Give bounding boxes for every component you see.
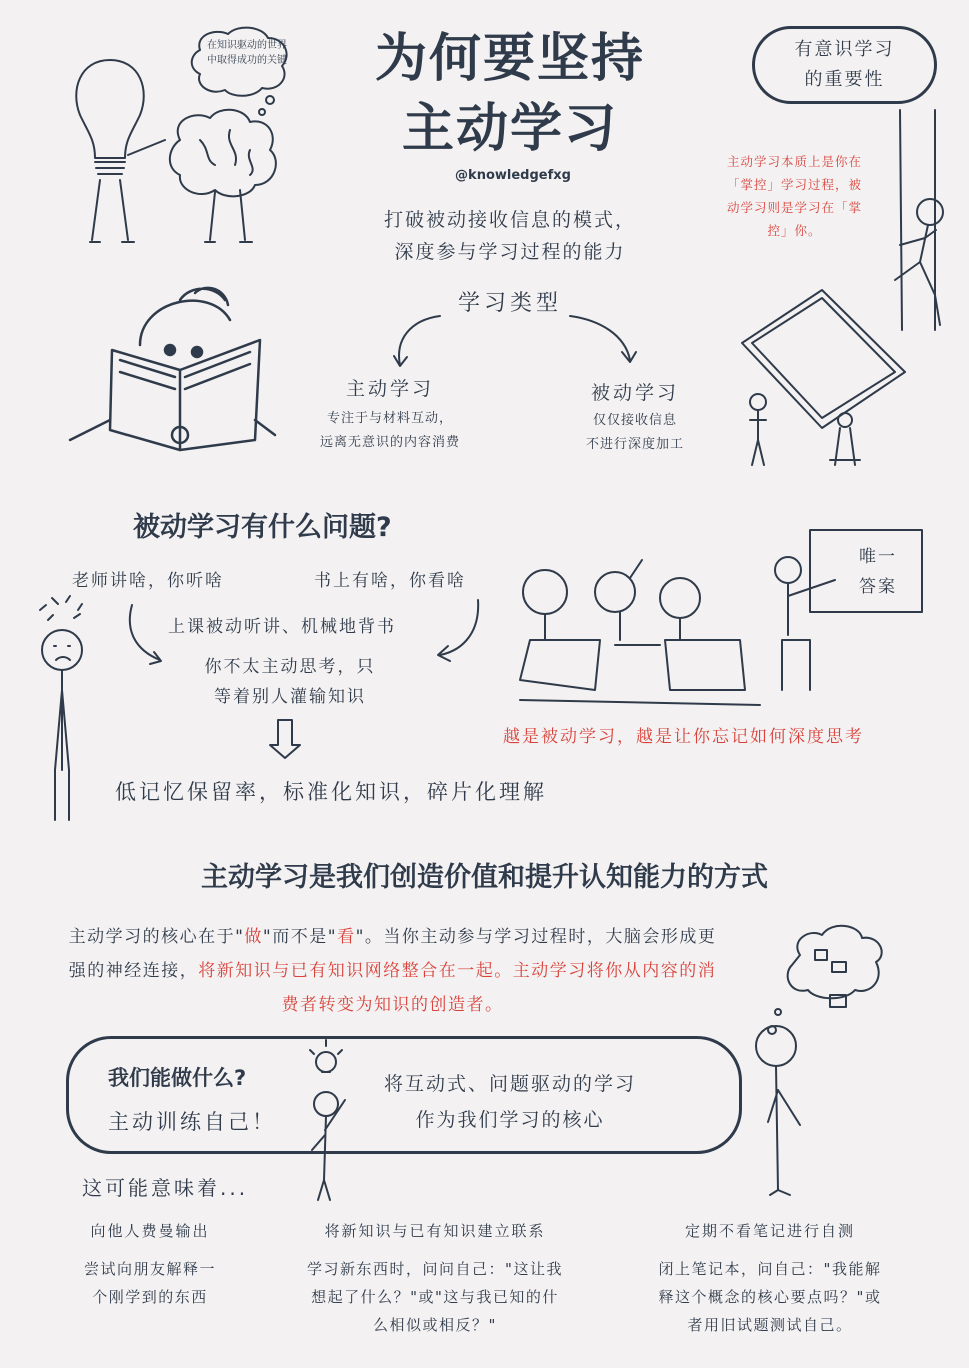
board-text-line2: 答案 xyxy=(859,577,897,597)
value-text-red: 将新知识与已有知识网络整合在一起。主动学习将你从内容的消费者转变为知识的创造者。 xyxy=(198,961,717,1015)
passive-habits: 上课被动听讲、机械地背书 xyxy=(168,617,396,637)
passive-result xyxy=(180,652,400,712)
active-type-desc2: 远离无意识的内容消费 xyxy=(319,435,460,450)
falling-board-icon xyxy=(742,290,905,465)
author-handle: @knowledgefxg xyxy=(455,168,571,183)
action-core-line2: 作为我们学习的核心 xyxy=(415,1109,605,1131)
passive-type-label: 被动学习 xyxy=(590,382,679,404)
thinking-person-icon xyxy=(756,926,882,1195)
tip-connect-body3: 么相似或相反？" xyxy=(373,1316,497,1334)
tip-selftest-title: 定期不看笔记进行自测 xyxy=(684,1222,855,1240)
tip-feynman xyxy=(55,1220,245,1311)
learning-types-title: 学习类型 xyxy=(457,291,562,316)
board-text xyxy=(838,542,918,602)
subtitle-line1: 打破被动接收信息的模式， xyxy=(383,209,636,231)
action-answer: 主动训练自己！ xyxy=(108,1110,276,1134)
lightbulb-character-icon xyxy=(76,60,165,242)
deep-thinking-warning: 越是被动学习，越是让你忘记如何深度思考 xyxy=(503,727,864,747)
brain-character-icon xyxy=(170,110,276,242)
active-type-label: 主动学习 xyxy=(345,378,434,400)
tip-connect-title: 将新知识与已有知识建立联系 xyxy=(324,1222,546,1240)
passive-outcome: 低记忆保留率，标准化知识，碎片化理解 xyxy=(115,780,547,804)
importance-pill-label: 有意识学习的重要性 xyxy=(794,39,895,90)
tip-feynman-body2: 个刚学到的东西 xyxy=(92,1288,208,1306)
tip-connect-body2: 想起了什么？"或"这与我已知的什 xyxy=(311,1288,559,1306)
passive-type-desc2: 不进行深度加工 xyxy=(585,437,684,452)
teacher-quote: 老师讲啥，你听啥 xyxy=(72,571,224,591)
passive-result-line1: 你不太主动思考，只 xyxy=(204,657,376,677)
value-heading: 主动学习是我们创造价值和提升认知能力的方式 xyxy=(201,862,768,893)
rope-climber-icon xyxy=(895,110,943,330)
reading-person-icon xyxy=(70,288,275,450)
subtitle-line2: 深度参与学习过程的能力 xyxy=(394,241,626,263)
tip-connect-body1: 学习新东西时，问问自己："这让我 xyxy=(307,1260,563,1278)
value-text-a: 主动学习的核心在于" xyxy=(68,927,245,947)
active-type-desc1: 专注于与材料互动， xyxy=(326,411,453,426)
tip-selftest-body3: 者用旧试题测试自己。 xyxy=(687,1316,853,1334)
page-title-line1: 为何要坚持 xyxy=(374,29,645,89)
value-text-b: "而不是" xyxy=(262,927,338,947)
board-text-line1: 唯一 xyxy=(859,547,897,567)
book-quote: 书上有啥，你看啥 xyxy=(314,571,466,591)
confused-person-icon xyxy=(40,596,82,820)
value-text-d: 大脑会形成更强的神经连接， xyxy=(68,927,717,981)
passive-result-line2: 等着别人灌输知识 xyxy=(214,687,366,707)
passive-type xyxy=(545,378,725,457)
tip-feynman-title: 向他人费曼输出 xyxy=(90,1222,210,1240)
tip-selftest-body2: 释这个概念的核心要点吗？"或 xyxy=(658,1288,882,1306)
passive-type-desc1: 仅仅接收信息 xyxy=(592,413,677,428)
importance-pill xyxy=(752,26,937,104)
action-core-line1: 将互动式、问题驱动的学习 xyxy=(383,1073,636,1095)
value-text-see: 看 xyxy=(337,927,356,947)
tip-selftest-body1: 闭上笔记本，问自己："我能解 xyxy=(658,1260,882,1278)
action-question: 我们能做什么? xyxy=(108,1066,247,1090)
control-note: 主动学习本质上是你在「掌控」学习过程，被动学习则是学习在「掌控」你。 xyxy=(726,154,862,238)
subtitle xyxy=(360,204,660,268)
action-core xyxy=(360,1066,660,1138)
active-type xyxy=(290,374,490,455)
thought-cloud-text: 在知识驱动的世界中取得成功的关键 xyxy=(207,40,287,66)
value-paragraph xyxy=(60,920,725,1022)
tip-connect xyxy=(275,1220,595,1339)
value-text-do: 做 xyxy=(244,927,263,947)
problems-heading: 被动学习有什么问题? xyxy=(133,512,392,543)
page-title xyxy=(330,24,690,164)
type-arrows-icon xyxy=(394,316,636,366)
tip-feynman-body1: 尝试向朋友解释一 xyxy=(83,1260,216,1278)
tip-selftest xyxy=(625,1220,915,1339)
value-text-c: "。当你主动参与学习过程时， xyxy=(355,927,606,947)
means-label: 这可能意味着... xyxy=(82,1176,249,1200)
page-title-line2: 主动学习 xyxy=(401,99,618,159)
